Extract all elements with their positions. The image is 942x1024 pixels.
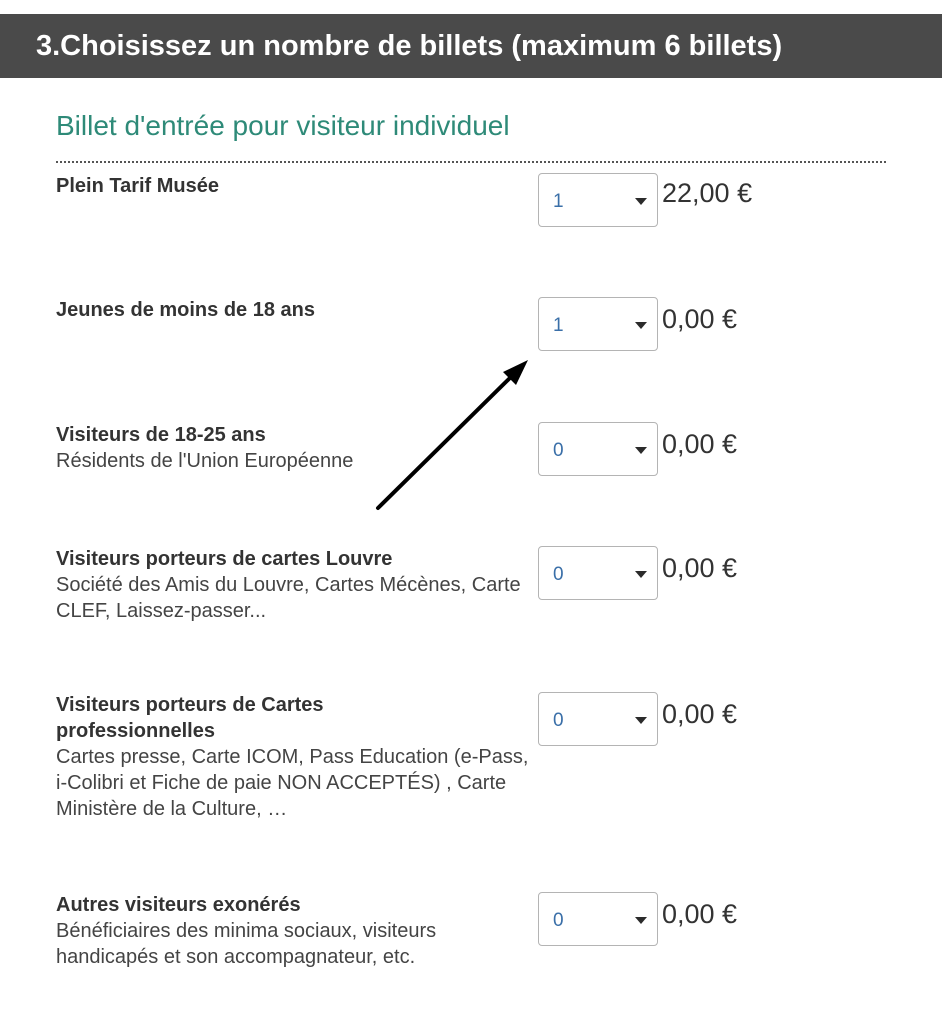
section-title: Billet d'entrée pour visiteur individuel xyxy=(56,110,510,141)
ticket-description: Cartes presse, Carte ICOM, Pass Education (e-Pass, i-Colibri et Fiche de paie NON ACCEPTÉS) , Carte Ministère de la Culture, … xyxy=(56,746,529,820)
ticket-name: Jeunes de moins de 18 ans xyxy=(56,299,315,321)
quantity-value: 0 xyxy=(553,710,564,731)
quantity-value: 0 xyxy=(553,564,564,585)
quantity-value: 0 xyxy=(553,910,564,931)
quantity-value: 1 xyxy=(553,191,564,212)
ticket-description: Résidents de l'Union Européenne xyxy=(56,450,354,472)
ticket-name: Autres visiteurs exonérés xyxy=(56,894,301,916)
ticket-price: 0,00 € xyxy=(662,429,738,459)
ticket-name: Visiteurs porteurs de cartes Louvre xyxy=(56,548,393,570)
ticket-price: 0,00 € xyxy=(662,699,738,729)
ticket-price: 22,00 € xyxy=(662,178,753,208)
ticket-price: 0,00 € xyxy=(662,304,738,334)
quantity-value: 0 xyxy=(553,440,564,461)
ticket-price: 0,00 € xyxy=(662,899,738,929)
ticket-price: 0,00 € xyxy=(662,553,738,583)
ticket-description: Bénéficiaires des minima sociaux, visiteurs handicapés et son accompagnateur, etc. xyxy=(56,920,437,968)
quantity-value: 1 xyxy=(553,315,564,336)
ticket-name: Visiteurs porteurs de Cartes professionnelles xyxy=(56,694,324,742)
step-title: 3.Choisissez un nombre de billets (maximum 6 billets) xyxy=(36,30,783,62)
ticket-description: Société des Amis du Louvre, Cartes Mécènes, Carte CLEF, Laissez-passer... xyxy=(56,574,521,622)
ticket-name: Plein Tarif Musée xyxy=(56,175,220,197)
ticket-name: Visiteurs de 18-25 ans xyxy=(56,424,266,446)
